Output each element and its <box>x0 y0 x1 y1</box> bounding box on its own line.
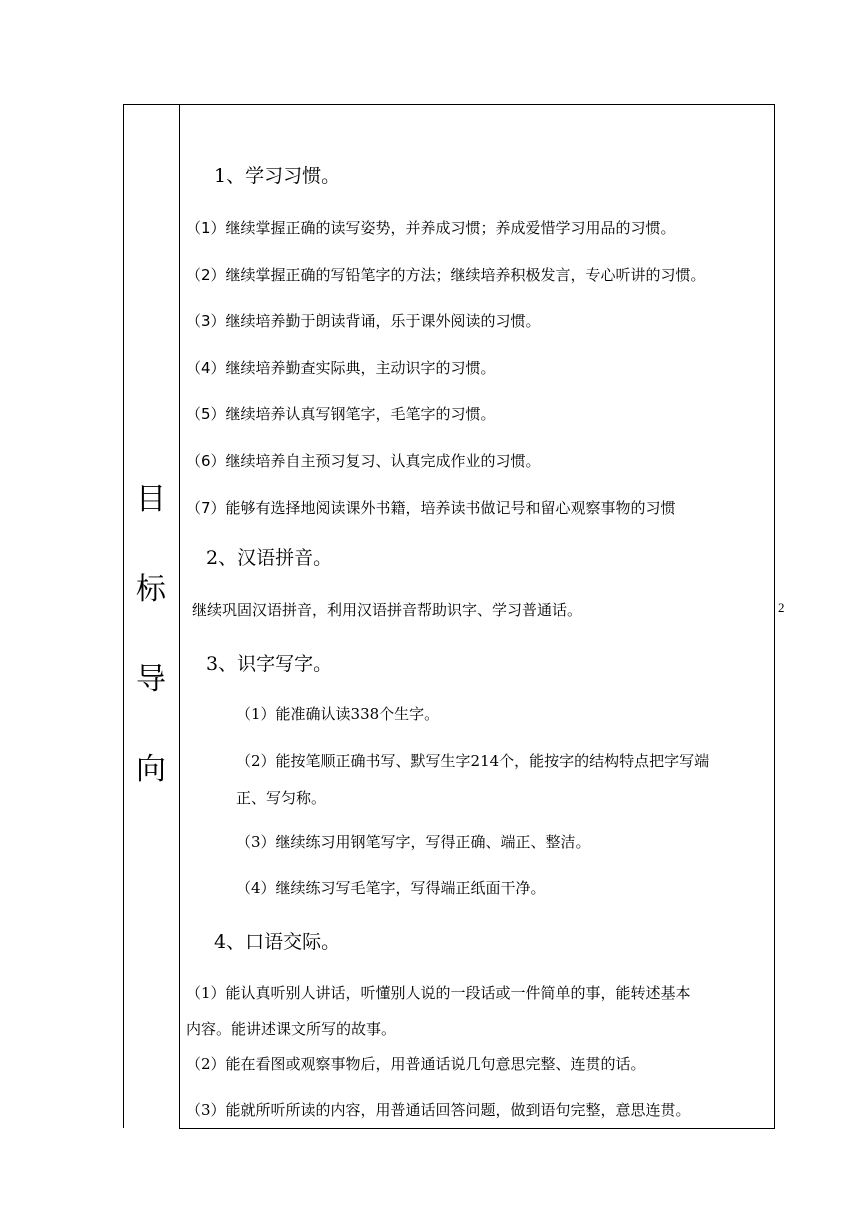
section-3-item-continued: 正、写匀称。 <box>236 789 327 807</box>
side-label-char: 导 <box>136 662 166 697</box>
section-1-title: 1、学习习惯。 <box>214 165 341 187</box>
section-4-item: （2）能在看图或观察事物后，用普通话说几句意思完整、连贯的话。 <box>186 1055 646 1073</box>
section-1-item: （4）继续培养勤查实际典，主动识字的习惯。 <box>186 359 496 377</box>
section-3-item: （3）继续练习用钢笔写字，写得正确、端正、整洁。 <box>236 833 591 851</box>
side-label-char: 标 <box>136 572 166 607</box>
content-cell-bottom-border <box>179 1128 774 1129</box>
section-2-text: 继续巩固汉语拼音，利用汉语拼音帮助识字、学习普通话。 <box>192 601 583 619</box>
section-4-item: （1）能认真听别人讲话，听懂别人说的一段话或一件简单的事，能转述基本 <box>186 984 691 1002</box>
section-4-item: （3）能就所听所读的内容，用普通话回答问题，做到语句完整，意思连贯。 <box>186 1101 691 1119</box>
section-4-item-continued: 内容。能讲述课文所写的故事。 <box>186 1020 397 1038</box>
section-4-title: 4、口语交际。 <box>214 931 341 953</box>
section-3-item: （2）能按笔顺正确书写、默写生字214个，能按字的结构特点把字写端 <box>236 752 710 770</box>
section-1-item: （1）继续掌握正确的读写姿势，并养成习惯；养成爱惜学习用品的习惯。 <box>186 219 676 237</box>
side-label-char: 向 <box>136 752 166 787</box>
section-2-title: 2、汉语拼音。 <box>206 547 333 569</box>
section-1-item: （6）继续培养自主预习复习、认真完成作业的习惯。 <box>186 452 541 470</box>
section-1-item: （7）能够有选择地阅读课外书籍，培养读书做记号和留心观察事物的习惯 <box>186 499 676 517</box>
content-cell <box>180 106 775 1128</box>
section-3-item: （4）继续练习写毛笔字，写得端正纸面干净。 <box>236 879 546 897</box>
section-1-item: （5）继续培养认真写钢笔字，毛笔字的习惯。 <box>186 405 496 423</box>
table-top-border <box>123 104 774 105</box>
side-label-target-orientation <box>123 455 179 815</box>
section-3-title: 3、识字写字。 <box>206 653 333 675</box>
page-number: 2 <box>778 600 785 615</box>
section-1-item: （2）继续掌握正确的写铅笔字的方法；继续培养积极发言，专心听讲的习惯。 <box>186 266 706 284</box>
side-label-char: 目 <box>136 482 166 517</box>
section-3-item: （1）能准确认读338个生字。 <box>236 705 440 723</box>
section-1-item: （3）继续培养勤于朗读背诵，乐于课外阅读的习惯。 <box>186 312 541 330</box>
